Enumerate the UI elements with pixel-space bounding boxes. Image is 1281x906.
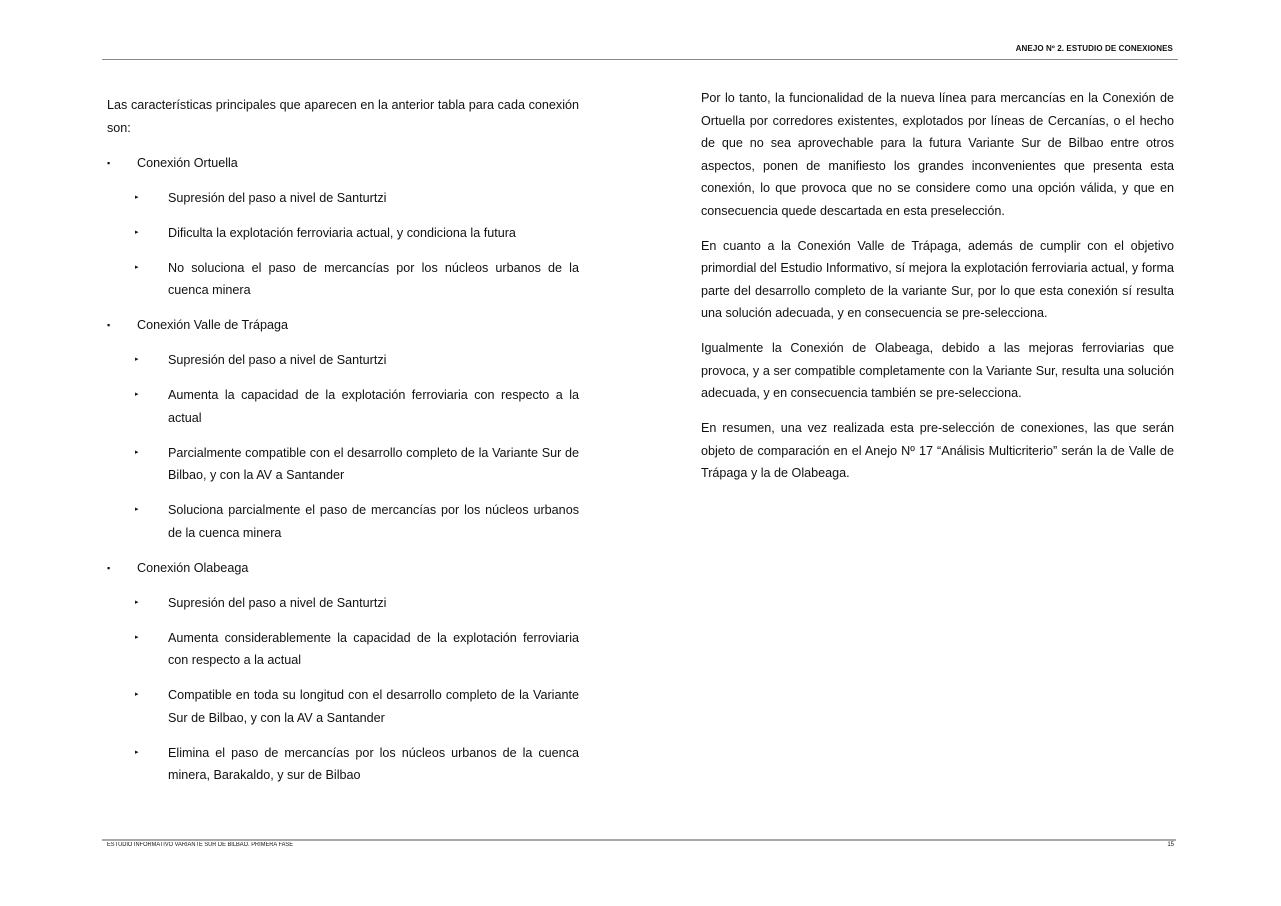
arrow-bullet-icon: ▸ [135, 691, 139, 698]
arrow-bullet-icon: ▸ [135, 391, 139, 398]
sub-bullet-text: Supresión del paso a nivel de Santurtzi [168, 190, 387, 205]
page-header-title: ANEJO Nº 2. ESTUDIO DE CONEXIONES [1015, 44, 1173, 53]
paragraph: En cuanto a la Conexión Valle de Trápaga, además de cumplir con el objetivo primordial del Estudio Informativo, sí mejora la explotación ferroviaria actual, y forma parte del desarrollo completo de la variante Sur, por lo que esta conexión sí resulta una solución adecuada, y en consecuencia se pre-selecciona. [701, 238, 1174, 320]
sub-bullet-item [107, 349, 579, 372]
arrow-bullet-icon: ▸ [135, 193, 139, 201]
footer-divider [102, 839, 1176, 841]
sub-bullet-item [107, 442, 579, 487]
sub-bullet-text: Compatible en toda su longitud con el desarrollo completo de la Variante Sur de Bilbao, y con la AV a Santander [168, 688, 579, 725]
arrow-bullet-icon: ▸ [135, 633, 139, 641]
arrow-bullet-icon: ▸ [135, 748, 139, 756]
arrow-bullet-icon: ▸ [135, 228, 139, 236]
sub-bullet-text: Parcialmente compatible con el desarrollo completo de la Variante Sur de Bilbao, y con la AV a Santander [168, 445, 579, 482]
arrow-bullet-icon: ▸ [135, 356, 139, 363]
bullet-section [107, 152, 579, 175]
arrow-bullet-icon: ▸ [135, 263, 139, 271]
sub-bullet-text: Supresión del paso a nivel de Santurtzi [168, 353, 387, 367]
section-title: Conexión Olabeaga [137, 560, 249, 575]
sub-bullet-item [107, 384, 579, 429]
bullet-icon: ▪ [107, 320, 111, 330]
page-number: 15 [1167, 842, 1174, 848]
intro-paragraph: Las características principales que aparecen en la anterior tabla para cada conexión son: [107, 98, 579, 135]
sub-bullet-text: Elimina el paso de mercancías por los núcleos urbanos de la cuenca minera, Barakaldo, y sur de Bilbao [168, 745, 579, 782]
sub-bullet-text: Soluciona parcialmente el paso de mercancías por los núcleos urbanos de la cuenca minera [168, 503, 579, 540]
section-title: Conexión Ortuella [137, 155, 238, 170]
header-divider [102, 59, 1178, 60]
arrow-bullet-icon: ▸ [135, 506, 139, 513]
sub-bullet-item [107, 684, 579, 729]
paragraph: En resumen, una vez realizada esta pre-selección de conexiones, las que serán objeto de comparación en el Anejo Nº 17 “Análisis Multicriterio” serán la de Valle de Trápaga y la de Olabeaga. [701, 421, 1174, 480]
sub-bullet-text: Aumenta considerablemente la capacidad de la explotación ferroviaria con respecto a la actual [168, 630, 579, 667]
right-column [701, 87, 1174, 497]
sub-bullet-item [107, 257, 579, 302]
bullet-icon: ▪ [107, 157, 111, 168]
sub-bullet-item [107, 499, 579, 544]
bullet-icon: ▪ [107, 562, 111, 573]
section-title: Conexión Valle de Trápaga [137, 318, 288, 332]
sub-bullet-item [107, 187, 579, 210]
footer-title: ESTUDIO INFORMATIVO VARIANTE SUR DE BILBAO. PRIMERA FASE [107, 842, 294, 848]
left-column [107, 94, 579, 799]
sub-bullet-text: No soluciona el paso de mercancías por los núcleos urbanos de la cuenca minera [168, 260, 579, 297]
sub-bullet-item [107, 592, 579, 615]
sub-bullet-text: Dificulta la explotación ferroviaria actual, y condiciona la futura [168, 225, 516, 240]
paragraph: Por lo tanto, la funcionalidad de la nueva línea para mercancías en la Conexión de Ortuella por corredores existentes, explotados por líneas de Cercanías, o el hecho de que no sea aprovechable para la futura Variante Sur de Bilbao entre otros aspectos, ponen de manifiesto los grandes inconvenientes que presenta esta conexión, lo que provoca que no se considere como una opción válida, y que en consecuencia quede descartada en esta preselección. [701, 91, 1174, 218]
arrow-bullet-icon: ▸ [135, 598, 139, 606]
sub-bullet-text: Aumenta la capacidad de la explotación ferroviaria con respecto a la actual [168, 388, 579, 425]
sub-bullet-text: Supresión del paso a nivel de Santurtzi [168, 595, 387, 610]
sub-bullet-item [107, 222, 579, 245]
bullet-section [107, 557, 579, 580]
bullet-section [107, 314, 579, 337]
sub-bullet-item [107, 742, 579, 787]
paragraph: Igualmente la Conexión de Olabeaga, debido a las mejoras ferroviarias que provoca, y a ser compatible completamente con la Variante Sur, resulta una solución adecuada, y en consecuencia también se pre-selecciona. [701, 341, 1174, 400]
sub-bullet-item [107, 627, 579, 672]
arrow-bullet-icon: ▸ [135, 448, 139, 456]
